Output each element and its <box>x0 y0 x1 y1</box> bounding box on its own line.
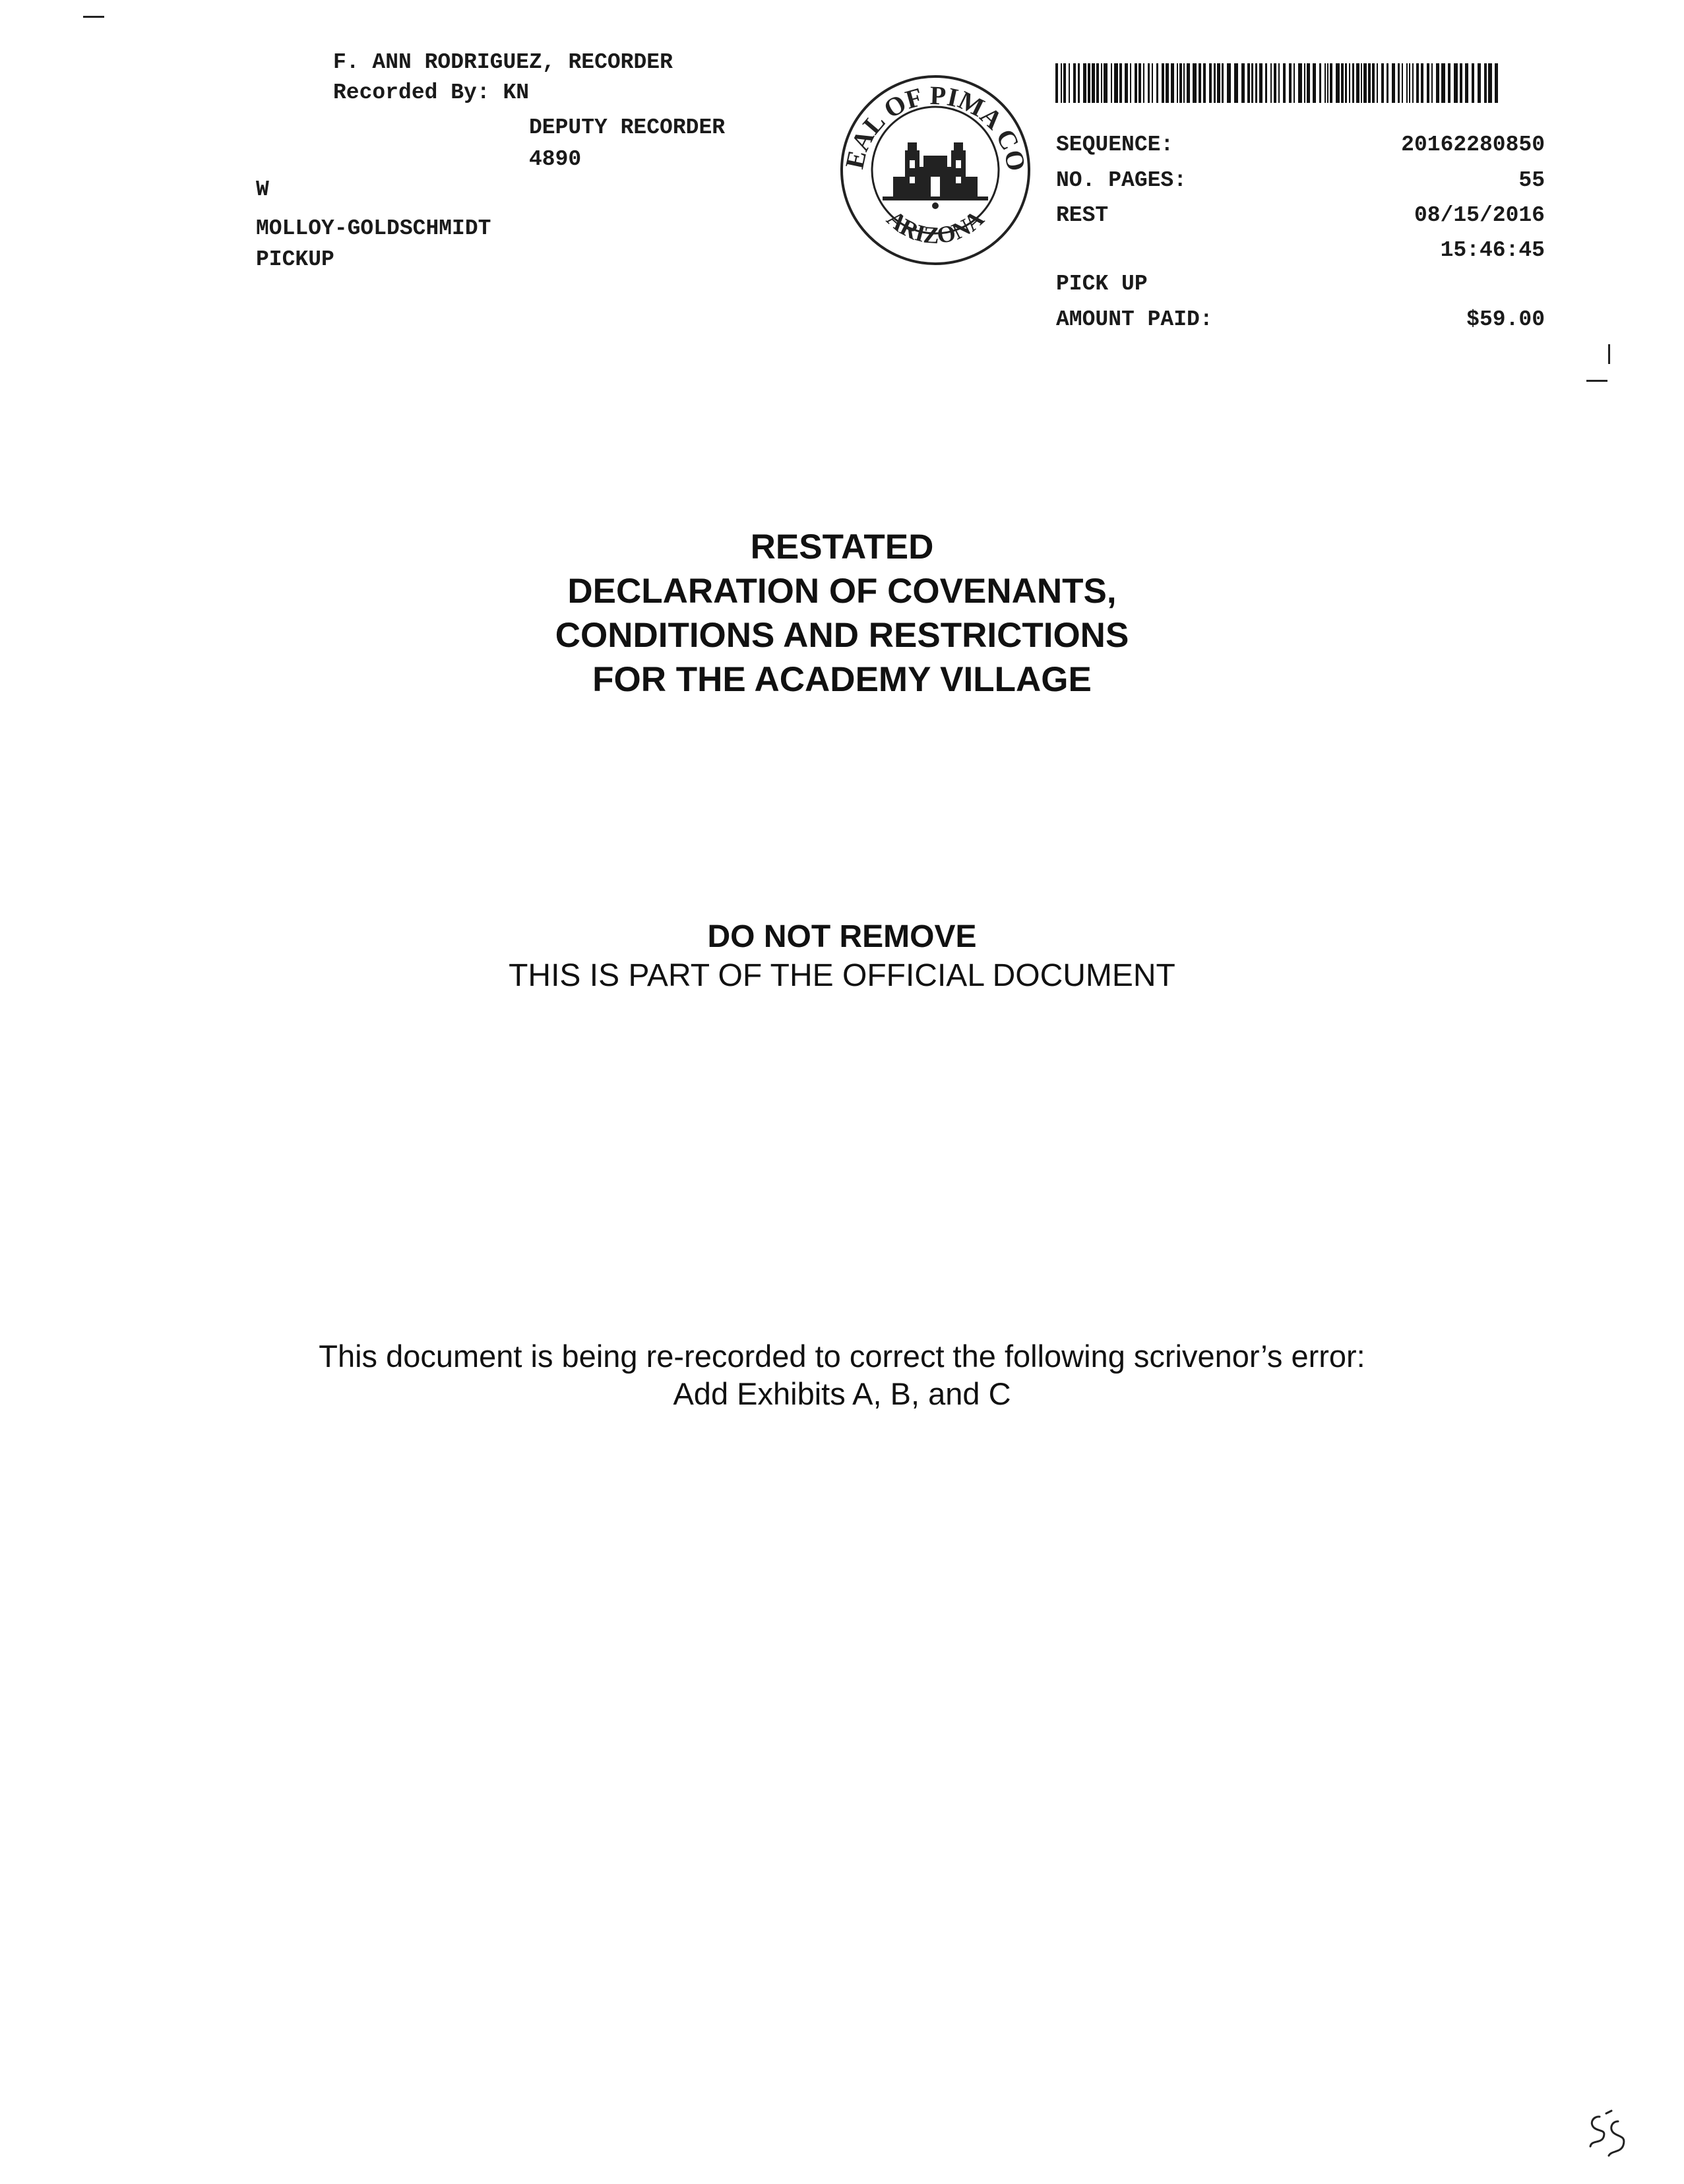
title-line-1: RESTATED <box>750 528 934 566</box>
barcode-bar <box>1283 63 1286 103</box>
barcode-bar <box>1478 63 1481 103</box>
barcode-bar <box>1460 63 1462 103</box>
barcode-bar <box>1096 63 1099 103</box>
deputy-number: 4890 <box>529 147 582 171</box>
barcode-bar <box>1402 63 1403 103</box>
barcode-bar <box>1436 63 1439 103</box>
barcode-bar <box>1274 63 1276 103</box>
barcode-bar <box>1251 63 1253 103</box>
barcode-bar <box>1406 63 1408 103</box>
barcode-bar <box>1135 63 1137 103</box>
barcode-bar <box>1166 63 1169 103</box>
county-seal <box>836 71 1034 269</box>
svg-text:ARIZONA <box>882 205 989 249</box>
barcode-bar <box>1431 63 1433 103</box>
amount-value: $59.00 <box>1466 307 1545 332</box>
barcode-bar <box>1078 63 1080 103</box>
barcode-bar <box>1203 63 1206 103</box>
barcode-bar <box>1448 63 1450 103</box>
barcode-bar <box>1209 63 1212 103</box>
barcode-bar <box>1101 63 1102 103</box>
barcode-bar <box>1465 63 1468 103</box>
barcode-bar <box>1352 63 1354 103</box>
barcode-bar <box>1412 63 1414 103</box>
barcode-bar <box>1092 63 1095 103</box>
barcode-bar <box>1381 63 1384 103</box>
barcode-bar <box>1294 63 1295 103</box>
pickup-label: PICK UP <box>1056 272 1148 296</box>
recording-code: W <box>256 177 269 202</box>
barcode-bar <box>1104 63 1107 103</box>
barcode-bar <box>1193 63 1197 103</box>
barcode-bar <box>1377 63 1378 103</box>
barcode-bar <box>1372 63 1375 103</box>
barcode-bar <box>1454 63 1458 103</box>
barcode-bar <box>1177 63 1178 103</box>
scan-mark-right-horizontal <box>1586 380 1607 382</box>
barcode-bar <box>1069 63 1070 103</box>
barcode-bar <box>1171 63 1174 103</box>
barcode-bar <box>1152 63 1153 103</box>
scan-mark-top-left <box>83 16 104 18</box>
barcode-bar <box>1278 63 1280 103</box>
barcode-bar <box>1356 63 1359 103</box>
title-line-2: DECLARATION OF COVENANTS, <box>567 572 1117 611</box>
barcode-bar <box>1111 63 1112 103</box>
barcode-bar <box>1265 63 1267 103</box>
seal-top-text: EAL OF PIMA CO <box>839 80 1032 174</box>
barcode-bar <box>1222 63 1224 103</box>
barcode-bar <box>1088 63 1090 103</box>
barcode-bar <box>1162 63 1164 103</box>
barcode-bar <box>1327 63 1328 103</box>
barcode-bar <box>1336 63 1340 103</box>
barcode-bar <box>1179 63 1182 103</box>
barcode-bar <box>1368 63 1371 103</box>
barcode-bar <box>1349 63 1350 103</box>
barcode-bar <box>1392 63 1395 103</box>
barcode-bar <box>1484 63 1487 103</box>
recorder-name: F. ANN RODRIGUEZ, RECORDER <box>333 50 673 75</box>
barcode-bar <box>1187 63 1190 103</box>
barcode-bar <box>1387 63 1388 103</box>
barcode-bar <box>1073 63 1076 103</box>
barcode-bar <box>1061 63 1062 103</box>
barcode-bar <box>1441 63 1445 103</box>
delivery-method: PICKUP <box>256 247 334 272</box>
barcode-bar <box>1143 63 1144 103</box>
barcode-bar <box>1199 63 1201 103</box>
notice-subheading: THIS IS PART OF THE OFFICIAL DOCUMENT <box>509 958 1175 993</box>
barcode-bar <box>1421 63 1423 103</box>
barcode-bar <box>1270 63 1272 103</box>
barcode-bar <box>1148 63 1150 103</box>
barcode-bar <box>1156 63 1158 103</box>
barcode-bar <box>1313 63 1316 103</box>
seal-bottom-text: ARIZONA <box>881 205 989 249</box>
document-barcode <box>1055 63 1504 103</box>
barcode-bar <box>1138 63 1141 103</box>
mission-building-icon <box>883 142 988 209</box>
barcode-bar <box>1259 63 1263 103</box>
barcode-bar <box>1330 63 1332 103</box>
barcode-bar <box>1341 63 1344 103</box>
barcode-bar <box>1247 63 1250 103</box>
sequence-label: SEQUENCE: <box>1056 133 1174 157</box>
barcode-bar <box>1345 63 1347 103</box>
barcode-bar <box>1234 63 1238 103</box>
barcode-bar <box>1063 63 1066 103</box>
title-line-4: FOR THE ACADEMY VILLAGE <box>592 660 1092 699</box>
barcode-bar <box>1416 63 1419 103</box>
handwritten-page-mark <box>1580 2107 1639 2166</box>
correction-line-2: Add Exhibits A, B, and C <box>673 1376 1011 1411</box>
barcode-bar <box>1241 63 1245 103</box>
sequence-value: 20162280850 <box>1401 133 1545 157</box>
barcode-bar <box>1361 63 1362 103</box>
correction-line-1: This document is being re-recorded to correct the following scrivenor’s error: <box>319 1339 1365 1374</box>
document-type: REST <box>1056 203 1109 228</box>
barcode-bar <box>1325 63 1326 103</box>
barcode-bar <box>1217 63 1220 103</box>
barcode-bar <box>1055 63 1058 103</box>
amount-label: AMOUNT PAID: <box>1056 307 1213 332</box>
barcode-bar <box>1289 63 1292 103</box>
barcode-bar <box>1083 63 1086 103</box>
barcode-bar <box>1130 63 1131 103</box>
recorded-by: Recorded By: KN <box>333 80 530 105</box>
barcode-bar <box>1183 63 1185 103</box>
barcode-bar <box>1363 63 1367 103</box>
recording-date: 08/15/2016 <box>1414 203 1545 228</box>
barcode-bar <box>1298 63 1302 103</box>
barcode-bar <box>1119 63 1122 103</box>
barcode-bar <box>1114 63 1118 103</box>
notice-heading: DO NOT REMOVE <box>707 919 977 954</box>
barcode-bar <box>1125 63 1128 103</box>
county-seal-graphic <box>836 71 1034 269</box>
pages-label: NO. PAGES: <box>1056 168 1187 193</box>
barcode-bar <box>1488 63 1492 103</box>
recording-time: 15:46:45 <box>1440 238 1545 262</box>
barcode-bar <box>1398 63 1400 103</box>
title-line-3: CONDITIONS AND RESTRICTIONS <box>555 616 1129 655</box>
submitter-name: MOLLOY-GOLDSCHMIDT <box>256 216 491 241</box>
barcode-bar <box>1472 63 1474 103</box>
barcode-bar <box>1495 63 1498 103</box>
barcode-bar <box>1227 63 1231 103</box>
barcode-bar <box>1304 63 1305 103</box>
pages-value: 55 <box>1518 168 1545 193</box>
deputy-title: DEPUTY RECORDER <box>529 115 726 140</box>
barcode-bar <box>1255 63 1257 103</box>
scan-mark-right-vertical <box>1608 344 1610 364</box>
barcode-bar <box>1214 63 1216 103</box>
barcode-bar <box>1427 63 1429 103</box>
barcode-bar <box>1319 63 1321 103</box>
barcode-bar <box>1409 63 1410 103</box>
barcode-bar <box>1307 63 1310 103</box>
